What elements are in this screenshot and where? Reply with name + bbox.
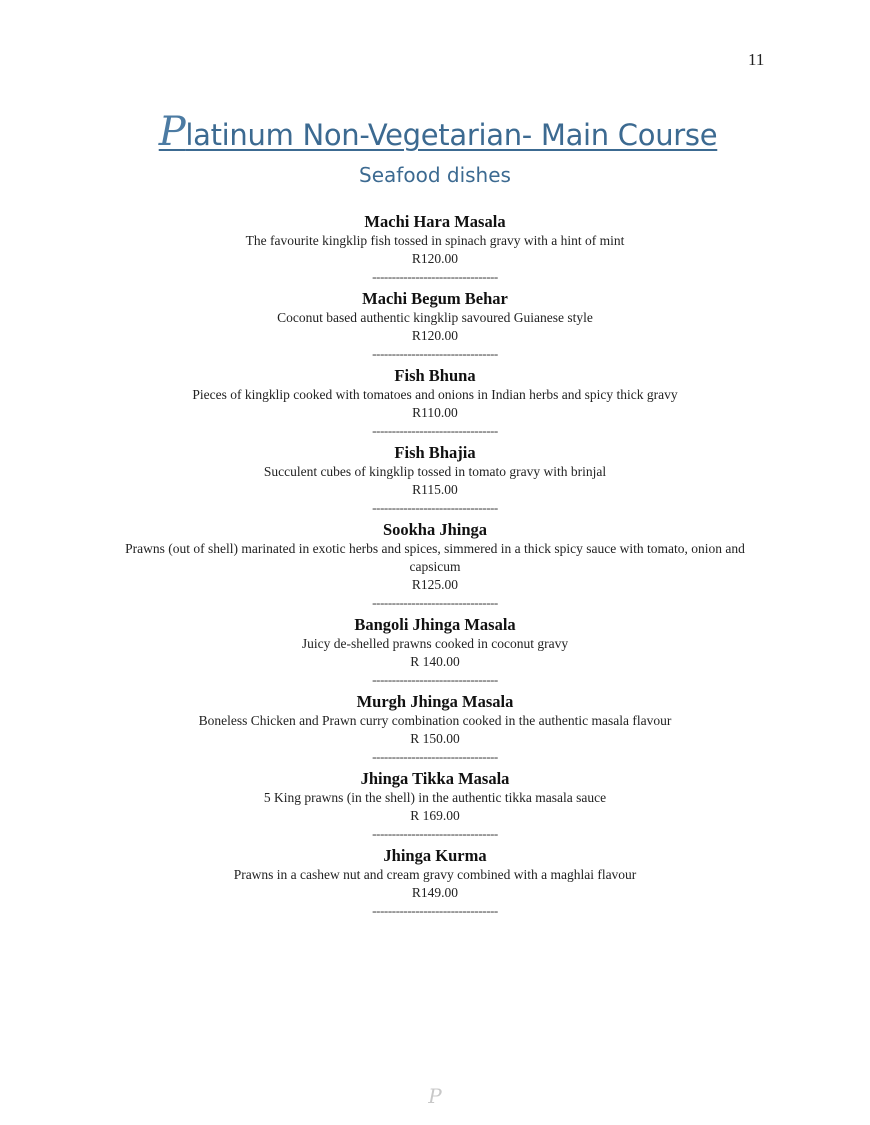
divider: -------------------------------- <box>372 500 498 515</box>
page-title <box>153 109 718 155</box>
dish-description: Juicy de-shelled prawns cooked in coconut gravy <box>301 636 569 651</box>
divider: -------------------------------- <box>372 346 498 361</box>
dish-name: Machi Hara Masala <box>364 212 506 231</box>
dish-description: Succulent cubes of kingklip tossed in tomato gravy with brinjal <box>263 464 607 479</box>
dish-price: R149.00 <box>411 885 459 900</box>
dish-name: Fish Bhajia <box>394 443 476 462</box>
dish-description: Coconut based authentic kingklip savoured Guianese style <box>277 310 593 325</box>
divider: -------------------------------- <box>372 826 498 841</box>
dish-name: Jhinga Tikka Masala <box>360 769 510 788</box>
dish-name: Bangoli Jhinga Masala <box>354 615 516 634</box>
dish-price: R125.00 <box>411 577 459 592</box>
dish-price: R110.00 <box>412 405 458 420</box>
menu-item <box>0 443 870 517</box>
dish-price: R115.00 <box>412 482 458 497</box>
dish-description: The favourite kingklip fish tossed in spinach gravy with a hint of mint <box>245 233 625 248</box>
title-text: latinum Non-Vegetarian- Main Course <box>185 118 718 152</box>
title-block <box>0 109 870 155</box>
menu-item <box>0 520 870 612</box>
divider: -------------------------------- <box>372 749 498 764</box>
dish-description: Prawns (out of shell) marinated in exotic herbs and spices, simmered in a thick spicy sauce with tomato, onion and capsicum <box>125 541 745 574</box>
divider: -------------------------------- <box>372 423 498 438</box>
menu-item <box>0 692 870 766</box>
divider: -------------------------------- <box>372 672 498 687</box>
title-initial-letter: P <box>158 109 186 155</box>
divider: -------------------------------- <box>372 595 498 610</box>
dish-name: Machi Begum Behar <box>362 289 508 308</box>
dish-description: Prawns in a cashew nut and cream gravy combined with a maghlai flavour <box>233 867 637 882</box>
dish-description: 5 King prawns (in the shell) in the authentic tikka masala sauce <box>263 790 607 805</box>
page-number: 11 <box>748 50 765 69</box>
divider: -------------------------------- <box>372 903 498 918</box>
menu-item <box>0 769 870 843</box>
footer-logo-mark: P <box>428 1084 442 1108</box>
menu-item <box>0 615 870 689</box>
divider: -------------------------------- <box>372 269 498 284</box>
dish-name: Murgh Jhinga Masala <box>356 692 514 711</box>
dish-name: Fish Bhuna <box>394 366 476 385</box>
menu-item <box>0 289 870 363</box>
dish-price: R 169.00 <box>410 808 460 823</box>
dish-price: R120.00 <box>411 328 459 343</box>
dish-description: Boneless Chicken and Prawn curry combination cooked in the authentic masala flavour <box>198 713 672 728</box>
dish-description: Pieces of kingklip cooked with tomatoes and onions in Indian herbs and spicy thick gravy <box>192 387 678 402</box>
menu-list <box>0 212 870 923</box>
dish-name: Jhinga Kurma <box>383 846 487 865</box>
dish-price: R 150.00 <box>410 731 460 746</box>
menu-item <box>0 366 870 440</box>
dish-name: Sookha Jhinga <box>382 520 488 539</box>
dish-price: R 140.00 <box>410 654 460 669</box>
menu-item <box>0 846 870 920</box>
menu-item <box>0 212 870 286</box>
section-subtitle: Seafood dishes <box>359 163 511 187</box>
dish-price: R120.00 <box>411 251 459 266</box>
